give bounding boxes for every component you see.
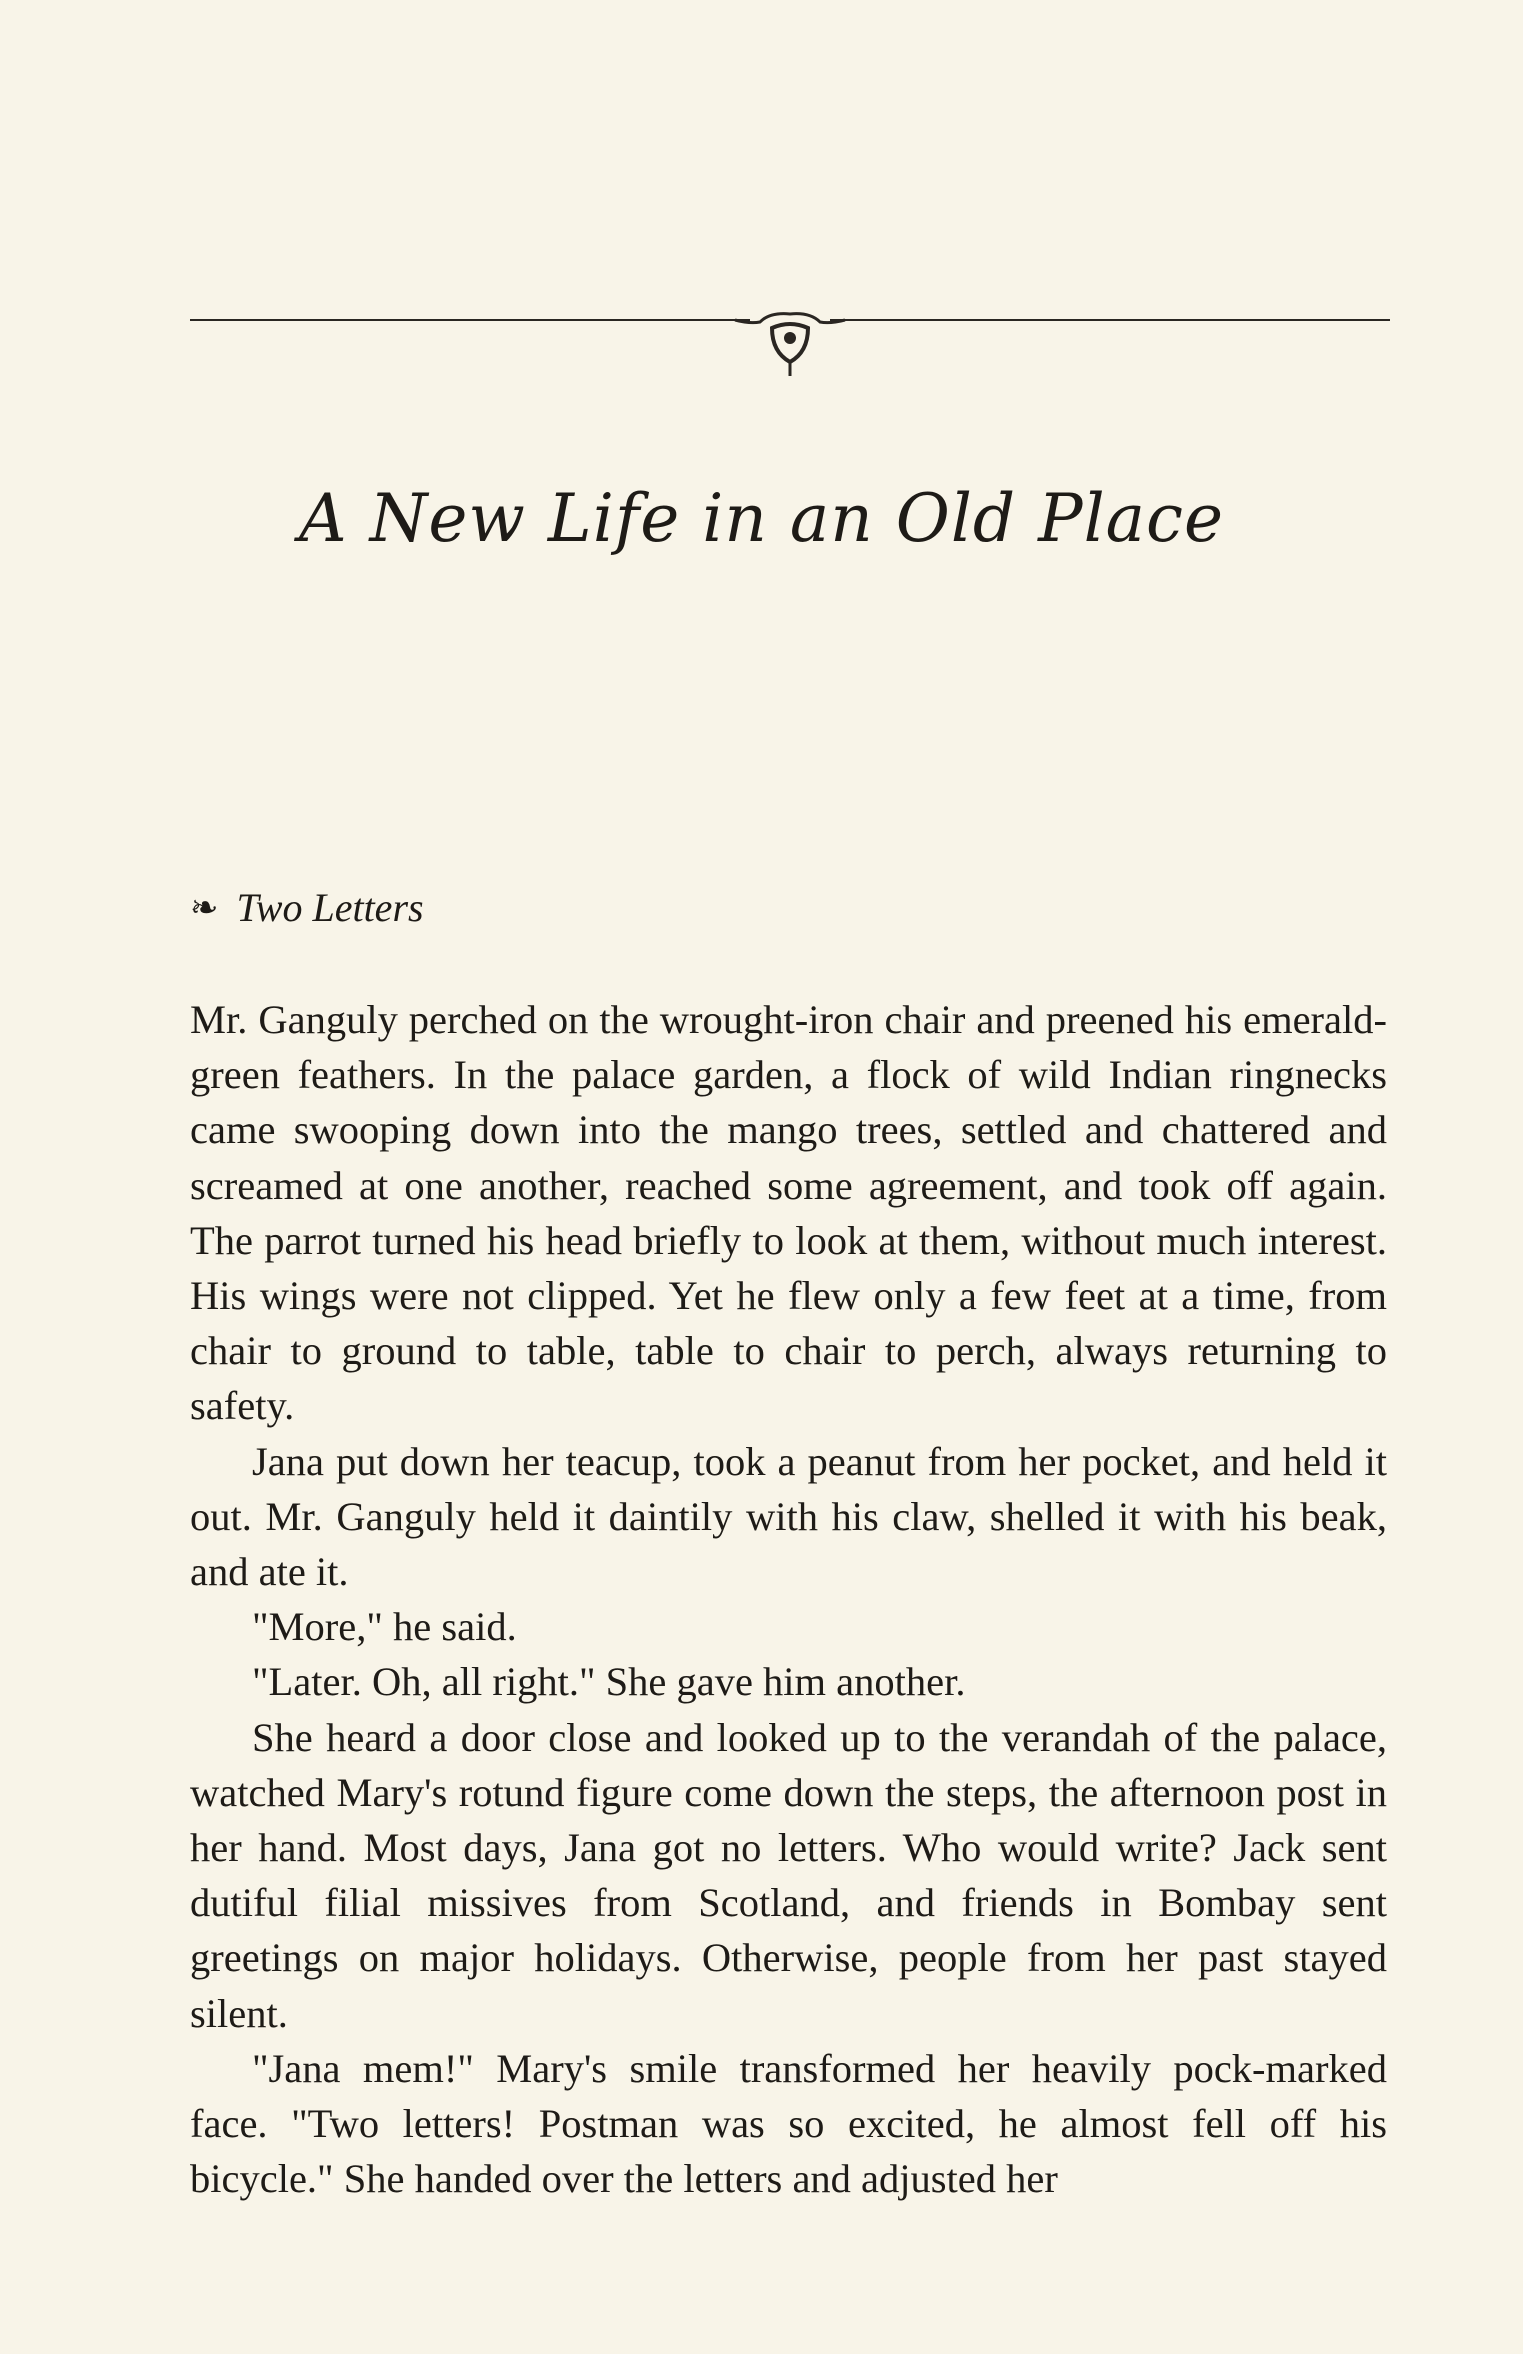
- paragraph: She heard a door close and looked up to the verandah of the palace, watched Mary's rotund figure come down the steps, the afternoon post in her hand. Most days, Jana got no letters. Who would write? Jack sent dutiful filial missives from Scotland, and friends in Bombay sent greetings on major holidays. Otherwise, people from her past stayed silent.: [190, 1714, 1387, 2036]
- ornament-flourish-icon: [735, 314, 845, 323]
- section-heading: [190, 884, 424, 931]
- paragraph: "Later. Oh, all right." She gave him another.: [252, 1659, 966, 1705]
- paragraph: "More," he said.: [252, 1604, 517, 1650]
- chapter-ornament: [190, 300, 1390, 390]
- ornament-dot-icon: [784, 332, 796, 344]
- paragraph: "Jana mem!" Mary's smile transformed her heavily pock-marked face. "Two letters! Postman was so excited, he almost fell off his bicycle." She handed over the letters and adjusted her: [190, 2045, 1387, 2202]
- chapter-title: A New Life in an Old Place: [298, 480, 1225, 557]
- paragraph: Jana put down her teacup, took a peanut from her pocket, and held it out. Mr. Ganguly held it daintily with his claw, shelled it with his beak, and ate it.: [190, 1438, 1387, 1595]
- section-ornament-icon: ❧: [190, 889, 219, 927]
- paragraph: Mr. Ganguly perched on the wrought-iron chair and preened his emerald-green feathers. In the palace garden, a flock of wild Indian ringnecks came swooping down into the mango trees, settled and chattered and screamed at one another, reached some agreement, and took off again. The parrot turned his head briefly to look at them, without much interest. His wings were not clipped. Yet he flew only a few feet at a time, from chair to ground to table, table to chair to perch, always returning to safety.: [190, 997, 1387, 1429]
- section-title: Two Letters: [236, 885, 424, 930]
- body-text: [190, 992, 1387, 2206]
